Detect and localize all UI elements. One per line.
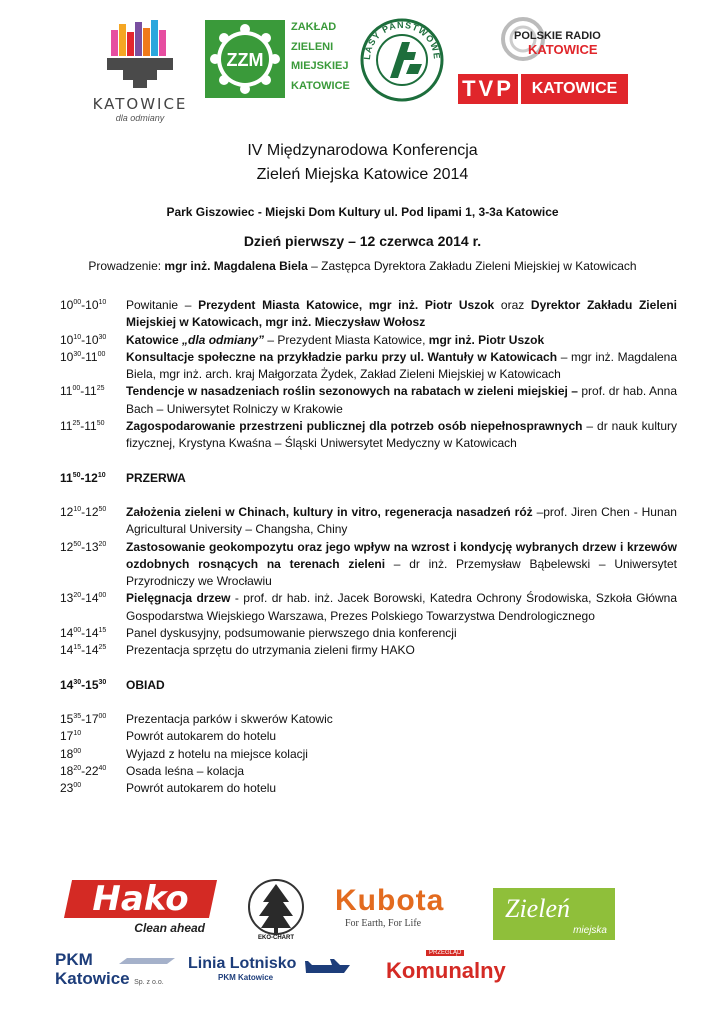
host-name: mgr inż. Magdalena Biela bbox=[164, 259, 308, 273]
program-description: Konsultacje społeczne na przykładzie parku przy ul. Wantuły w Katowicach – mgr inż. Magdalena Biela, mgr inż. arch. kraj Małgorzata Żydek, Zakład Zieleni Miejskiej w Katowicach bbox=[126, 349, 678, 382]
program-item bbox=[60, 504, 677, 539]
host-line bbox=[0, 259, 725, 273]
program-item bbox=[60, 297, 677, 332]
hako-tagline: Clean ahead bbox=[134, 921, 205, 935]
program-item bbox=[60, 418, 677, 453]
program-time: $14^{00}-14^{15}$ bbox=[60, 626, 107, 641]
program-description: Prezentacja parków i skwerów Katowic bbox=[126, 711, 333, 726]
program-spacer bbox=[60, 694, 677, 711]
program-time: $10^{30}-11^{00}$ bbox=[60, 349, 106, 364]
program-description: Panel dyskusyjny, podsumowanie pierwszego dnia konferencji bbox=[126, 626, 457, 641]
pkm-suffix: Sp. z o.o. bbox=[134, 979, 164, 986]
day-heading: Dzień pierwszy – 12 czerwca 2014 r. bbox=[243, 233, 482, 249]
program-time: $11^{00}-11^{25}$ bbox=[60, 384, 105, 399]
program-time: $17^{10}$ bbox=[60, 729, 82, 744]
program-item bbox=[60, 728, 677, 745]
lasy-panstwowe-logo bbox=[360, 12, 445, 107]
program-item bbox=[60, 746, 677, 763]
program-item bbox=[60, 711, 677, 728]
program-description: OBIAD bbox=[126, 677, 165, 692]
program-time: $18^{00}$ bbox=[60, 746, 82, 761]
komunalny-top: PRZEGLĄD bbox=[426, 950, 464, 956]
program-time: $12^{10}-12^{50}$ bbox=[60, 504, 107, 519]
lasy-panstwowe-emblem-icon bbox=[360, 12, 445, 107]
linia-name: Linia Lotnisko bbox=[188, 955, 297, 972]
program-item bbox=[60, 642, 677, 659]
host-prefix: Prowadzenie: bbox=[88, 259, 165, 273]
przeglad-komunalny-logo bbox=[386, 950, 506, 994]
program-time: $10^{10}-10^{30}$ bbox=[60, 332, 107, 347]
program-description: Osada leśna – kolacja bbox=[126, 763, 245, 778]
katowice-tagline: dla odmiany bbox=[115, 113, 165, 123]
kubota-tagline: For Earth, For Life bbox=[345, 918, 422, 929]
eko-chart-logo bbox=[245, 878, 307, 944]
tvp-text: TVP bbox=[462, 76, 514, 101]
venue: Park Giszowiec - Miejski Dom Kultury ul. Pod lipami 1, 3-3a Katowice bbox=[166, 205, 559, 219]
program-item bbox=[60, 590, 677, 625]
program-description: Katowice „dla odmiany” – Prezydent Miasta Katowice, mgr inż. Piotr Uszok bbox=[126, 332, 545, 347]
conference-title-line-2: Zieleń Miejska Katowice 2014 bbox=[256, 166, 469, 183]
tvp-city: KATOWICE bbox=[531, 80, 618, 97]
lasy-text: LASY PAŃSTWOWE bbox=[361, 19, 443, 61]
katowice-logo bbox=[85, 18, 195, 123]
program-description: Powrót autokarem do hotelu bbox=[126, 729, 277, 744]
program-item bbox=[60, 677, 677, 694]
program-time: $15^{35}-17^{00}$ bbox=[60, 711, 107, 726]
eko-chart-name: EKO-CHART bbox=[258, 935, 294, 941]
program-description: Zastosowanie geokompozytu oraz jego wpływ na wzrost i kondycję wybranych drzew i krzewów ozdobnych rosnących na terenach zieleni – dr inż. Przemysław Bąbelewski – Uniwersytet Przyrodniczy we Wrocławiu bbox=[126, 539, 677, 589]
katowice-emblem-icon bbox=[85, 18, 195, 90]
zzm-badge-text: ZZM bbox=[226, 50, 264, 70]
zzm-line-3: MIEJSKIEJ bbox=[291, 60, 349, 72]
program-description: Powrót autokarem do hotelu bbox=[126, 781, 277, 796]
zielen-name: Zieleń bbox=[505, 894, 570, 923]
hako-logo bbox=[68, 880, 213, 938]
radio-line-1: POLSKIE RADIO bbox=[514, 30, 601, 42]
program-description: Zagospodarowanie przestrzeni publicznej dla potrzeb osób niepełnosprawnych – dr nauk kultury fizycznej, Krystyna Kwaśna – Śląski Uniwersytet Medyczny w Katowicach bbox=[126, 419, 678, 451]
program-spacer bbox=[60, 453, 677, 470]
program-item bbox=[60, 763, 677, 780]
program-item bbox=[60, 625, 677, 642]
program-item bbox=[60, 332, 677, 349]
program-item bbox=[60, 780, 677, 797]
program-description: Założenia zieleni w Chinach, kultury in vitro, regeneracja nasadzeń róż –prof. Jiren Chen - Hunan Agricultural University – Changsha, Chiny bbox=[126, 504, 677, 537]
program-time: $11^{25}-11^{50}$ bbox=[60, 419, 105, 434]
program-description: Tendencje w nasadzeniach roślin sezonowych na rabatach w zieleni miejskiej – prof. dr hab. Anna Bach – Uniwersytet Rolniczy w Krakowie bbox=[126, 384, 677, 416]
pkm-katowice-logo bbox=[55, 950, 190, 994]
pkm-bus-icon bbox=[117, 954, 177, 968]
program-time: $11^{50}-12^{10}$ bbox=[60, 470, 106, 485]
program-time: $14^{30}-15^{30}$ bbox=[60, 677, 107, 692]
program-time: $12^{50}-13^{20}$ bbox=[60, 539, 107, 554]
program-list bbox=[60, 297, 677, 797]
program-time: $13^{20}-14^{00}$ bbox=[60, 591, 107, 606]
program-item bbox=[60, 383, 677, 418]
zzm-logo bbox=[205, 20, 355, 100]
program-time: $14^{15}-14^{25}$ bbox=[60, 643, 107, 658]
program-time: $10^{00}-10^{10}$ bbox=[60, 298, 107, 312]
linia-lotnisko-logo bbox=[188, 955, 353, 995]
header-logos bbox=[0, 0, 725, 125]
zzm-line-4: KATOWICE bbox=[291, 79, 350, 92]
linia-plane-icon bbox=[304, 957, 352, 979]
zielen-miejska-logo bbox=[493, 888, 615, 940]
kubota-logo bbox=[335, 884, 465, 940]
radio-line-2: KATOWICE bbox=[528, 42, 598, 57]
zzm-badge-icon bbox=[205, 20, 285, 98]
program-time: $23^{00}$ bbox=[60, 781, 82, 796]
program-description: Prezentacja sprzętu do utrzymania zieleni firmy HAKO bbox=[126, 643, 415, 658]
polskie-radio-logo bbox=[500, 16, 620, 64]
program-description: Powitanie – Prezydent Miasta Katowice, mgr inż. Piotr Uszok oraz Dyrektor Zakładu Zieleni Miejskiej w Katowicach, mgr inż. Mieczysław Wołosz bbox=[126, 298, 677, 330]
katowice-name: KATOWICE bbox=[92, 95, 188, 113]
program-description: Pielęgnacja drzew - prof. dr hab. inż. Jacek Borowski, Katedra Ochrony Środowiska, Szkoła Główna Gospodarstwa Wiejskiego Warszawa, Prezes Polskiego Towarzystwa Dendrologicznego bbox=[126, 591, 677, 623]
host-role: – Zastępca Dyrektora Zakładu Zieleni Miejskiej w Katowicach bbox=[307, 259, 637, 273]
tvp-katowice-logo bbox=[458, 74, 628, 104]
program-spacer bbox=[60, 660, 677, 677]
program-description: Wyjazd z hotelu na miejsce kolacji bbox=[126, 746, 308, 761]
program-spacer bbox=[60, 487, 677, 504]
pkm-line-1: PKM bbox=[55, 950, 93, 969]
kubota-name: Kubota bbox=[335, 884, 445, 917]
pkm-line-2: Katowice bbox=[55, 969, 130, 988]
program-item bbox=[60, 539, 677, 591]
komunalny-name: Komunalny bbox=[386, 958, 506, 983]
zzm-line-1: ZAKŁAD bbox=[291, 21, 337, 33]
hako-name: Hako bbox=[92, 879, 189, 919]
zielen-sub: miejska bbox=[573, 925, 607, 936]
zzm-line-2: ZIELENI bbox=[291, 40, 334, 53]
linia-sub: PKM Katowice bbox=[218, 973, 274, 982]
program-description: PRZERWA bbox=[126, 470, 186, 485]
program-item bbox=[60, 470, 677, 487]
program-item bbox=[60, 349, 677, 384]
conference-title-line-1: IV Międzynarodowa Konferencja bbox=[247, 142, 478, 159]
program-time: $18^{20}-22^{40}$ bbox=[60, 763, 107, 778]
